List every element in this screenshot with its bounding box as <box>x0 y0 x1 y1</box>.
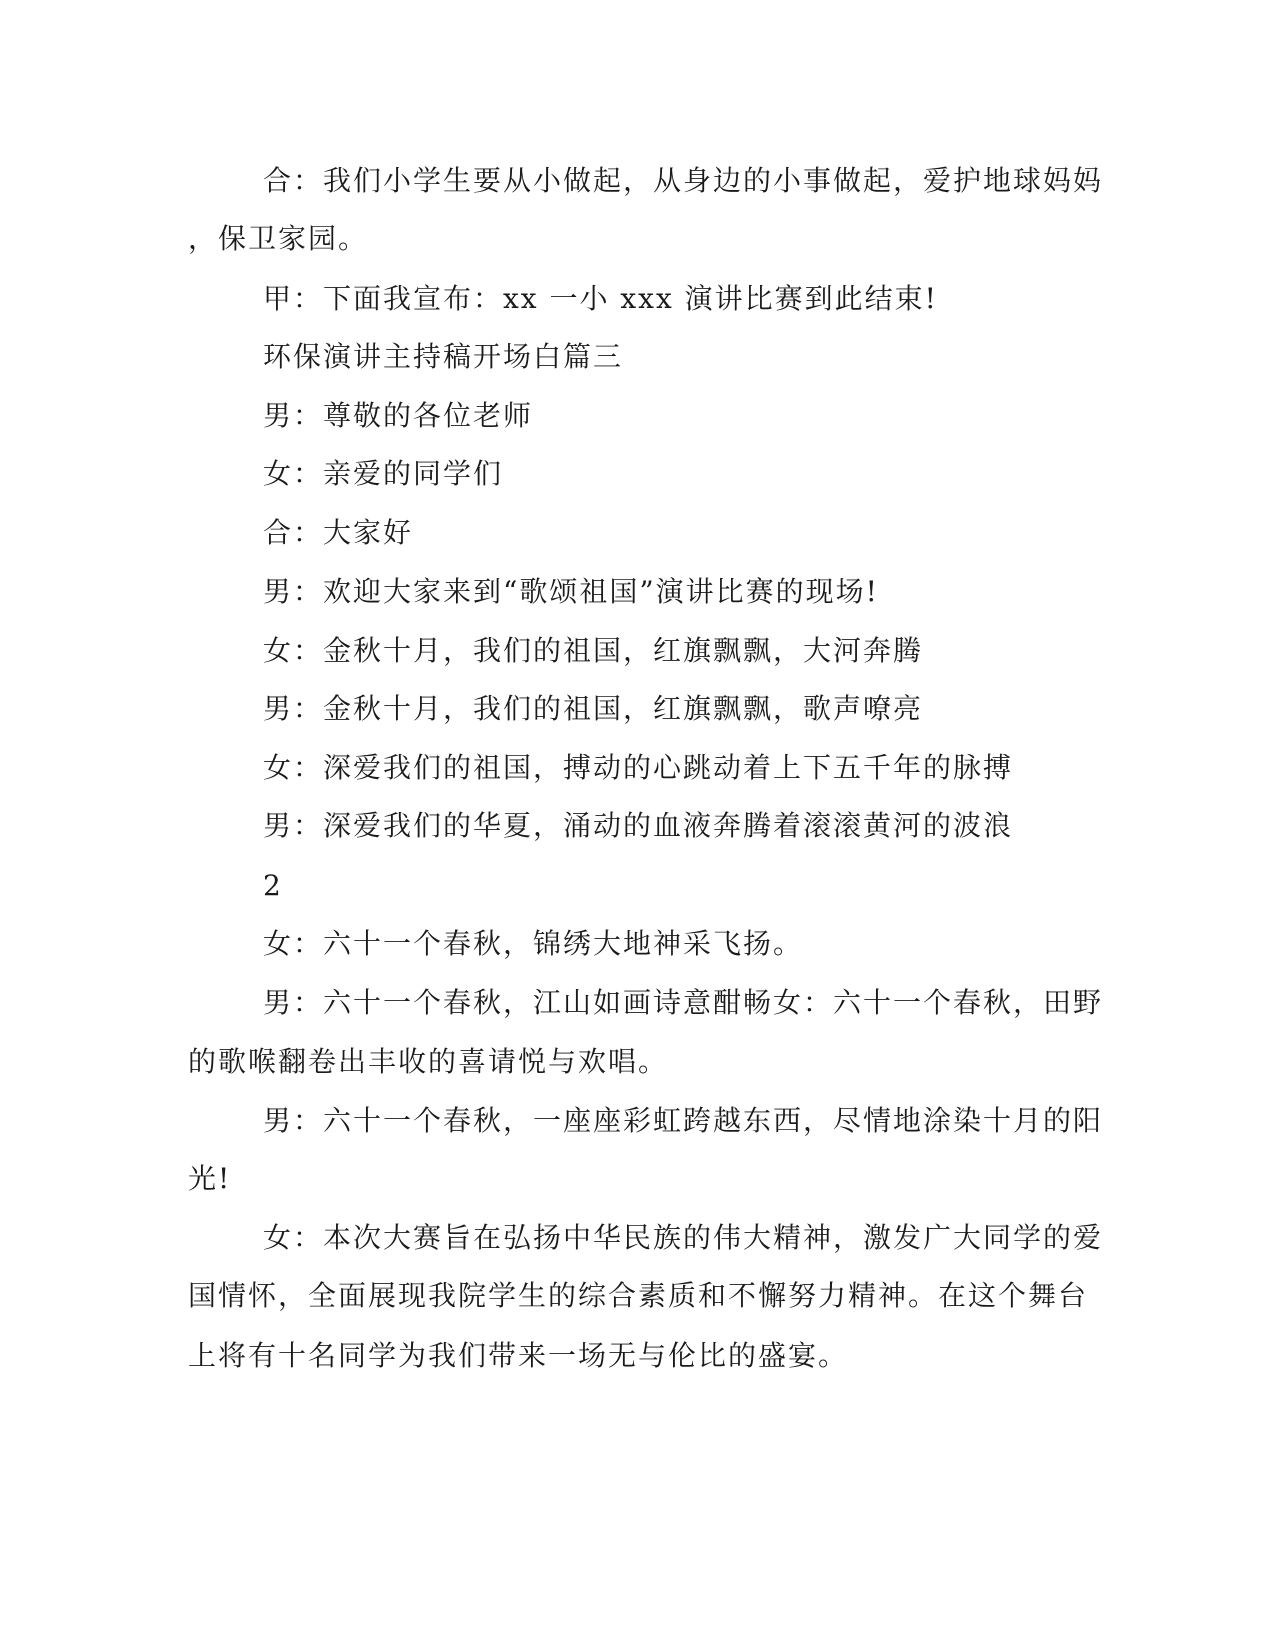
paragraph-line: 合：大家好 <box>263 516 414 549</box>
paragraph-line: 男：六十一个春秋，江山如画诗意酣畅女：六十一个春秋，田野 <box>263 986 1104 1019</box>
paragraph-line: 女：本次大赛旨在弘扬中华民族的伟大精神，激发广大同学的爱 <box>263 1221 1104 1254</box>
paragraph-line: 男：深爱我们的华夏，涌动的血液奔腾着滚滚黄河的波浪 <box>263 809 1014 842</box>
paragraph-line: 光! <box>188 1162 232 1195</box>
paragraph-line: 男：金秋十月，我们的祖国，红旗飘飘，歌声嘹亮 <box>263 692 924 725</box>
paragraph-line: 女：金秋十月，我们的祖国，红旗飘飘，大河奔腾 <box>263 634 924 667</box>
section-heading: 环保演讲主持稿开场白篇三 <box>263 340 624 373</box>
paragraph-line: 合：我们小学生要从小做起，从身边的小事做起，爱护地球妈妈 <box>263 164 1104 197</box>
paragraph-line: 男：六十一个春秋，一座座彩虹跨越东西，尽情地涂染十月的阳 <box>263 1104 1104 1137</box>
paragraph-line: 男：欢迎大家来到“歌颂祖国”演讲比赛的现场! <box>263 575 879 608</box>
paragraph-line: 女：六十一个春秋，锦绣大地神采飞扬。 <box>263 927 804 960</box>
paragraph-line: 女：亲爱的同学们 <box>263 457 504 490</box>
paragraph-line: 的歌喉翻卷出丰收的喜请悦与欢唱。 <box>188 1045 669 1078</box>
paragraph-line: 女：深爱我们的祖国，搏动的心跳动着上下五千年的脉搏 <box>263 751 1014 784</box>
paragraph-line: 甲：下面我宣布：xx 一小 xxx 演讲比赛到此结束! <box>263 282 938 315</box>
paragraph-line: 上将有十名同学为我们带来一场无与伦比的盛宴。 <box>188 1339 849 1372</box>
page-number: 2 <box>263 869 283 902</box>
paragraph-line: 男：尊敬的各位老师 <box>263 399 534 432</box>
paragraph-line: 国情怀，全面展现我院学生的综合素质和不懈努力精神。在这个舞台 <box>188 1279 1089 1312</box>
paragraph-line: ，保卫家园。 <box>188 222 369 255</box>
